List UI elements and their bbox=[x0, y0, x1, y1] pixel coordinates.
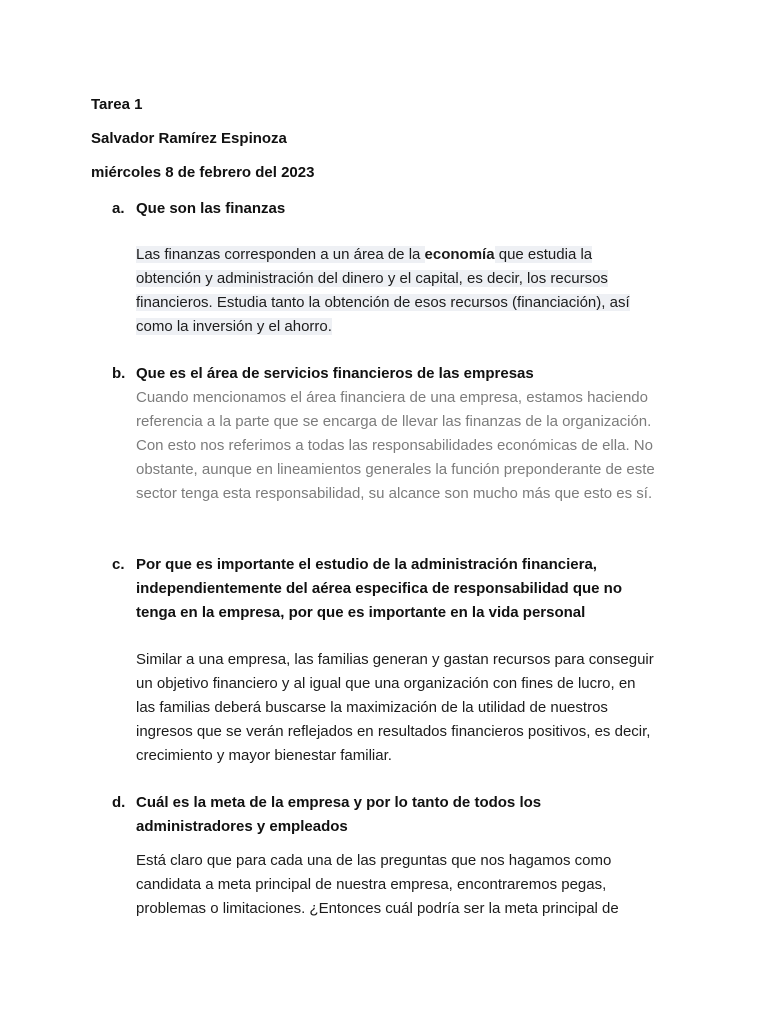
answer-d: Está claro que para cada una de las preguntas que nos hagamos como candidata a meta principal de nuestra empresa, encontraremos pegas, problemas o limitaciones. ¿Entonces cuál podría ser la meta principal de bbox=[136, 852, 619, 917]
author-name: Salvador Ramírez Espinoza bbox=[91, 130, 287, 147]
question-b-marker: b. bbox=[112, 365, 126, 382]
answer-a-bold-term: economía bbox=[424, 246, 495, 263]
question-d-text: Cuál es la meta de la empresa y por lo tanto de todos los administradores y empleados bbox=[136, 794, 542, 835]
question-d-marker: d. bbox=[112, 794, 126, 811]
answer-c: Similar a una empresa, las familias generan y gastan recursos para conseguir un objetivo financiero y al igual que una organización con fines de lucro, en las familias deberá buscarse la maximización de la utilidad de nuestros ingresos que se verán reflejados en resultados financieros positivos, es decir, crecimiento y mayor bienestar familiar. bbox=[136, 651, 654, 764]
question-a-text: Que son las finanzas bbox=[136, 200, 286, 217]
answer-b: Cuando mencionamos el área financiera de una empresa, estamos haciendo referencia a la parte que se encarga de llevar las finanzas de la organización. Con esto nos referimos a todas las responsabilidades económicas de ella. No obstante, aunque en lineamientos generales la función preponderante de este sector tenga esta responsabilidad, su alcance son mucho más que esto es sí. bbox=[136, 389, 655, 502]
document-title: Tarea 1 bbox=[91, 96, 143, 113]
question-c-marker: c. bbox=[112, 556, 125, 573]
answer-a-text-end: que estudia la obtención y administración del dinero y el capital, es decir, los recursos financieros. Estudia tanto la obtención de esos recursos (financiación), así como la inversión y el ahorro. bbox=[136, 246, 630, 335]
question-a-marker: a. bbox=[112, 200, 125, 217]
question-c bbox=[112, 553, 652, 625]
document-date: miércoles 8 de febrero del 2023 bbox=[91, 164, 315, 181]
question-d bbox=[112, 791, 652, 839]
answer-a-text-start: Las finanzas corresponden a un área de la bbox=[136, 246, 425, 263]
question-b-text: Que es el área de servicios financieros de las empresas bbox=[136, 365, 534, 382]
question-c-text: Por que es importante el estudio de la administración financiera, independientemente del aérea especifica de responsabilidad que no tenga en la empresa, por que es importante en la vida personal bbox=[136, 556, 622, 621]
question-a bbox=[112, 197, 652, 221]
answer-a bbox=[136, 243, 656, 339]
question-b bbox=[112, 362, 652, 386]
